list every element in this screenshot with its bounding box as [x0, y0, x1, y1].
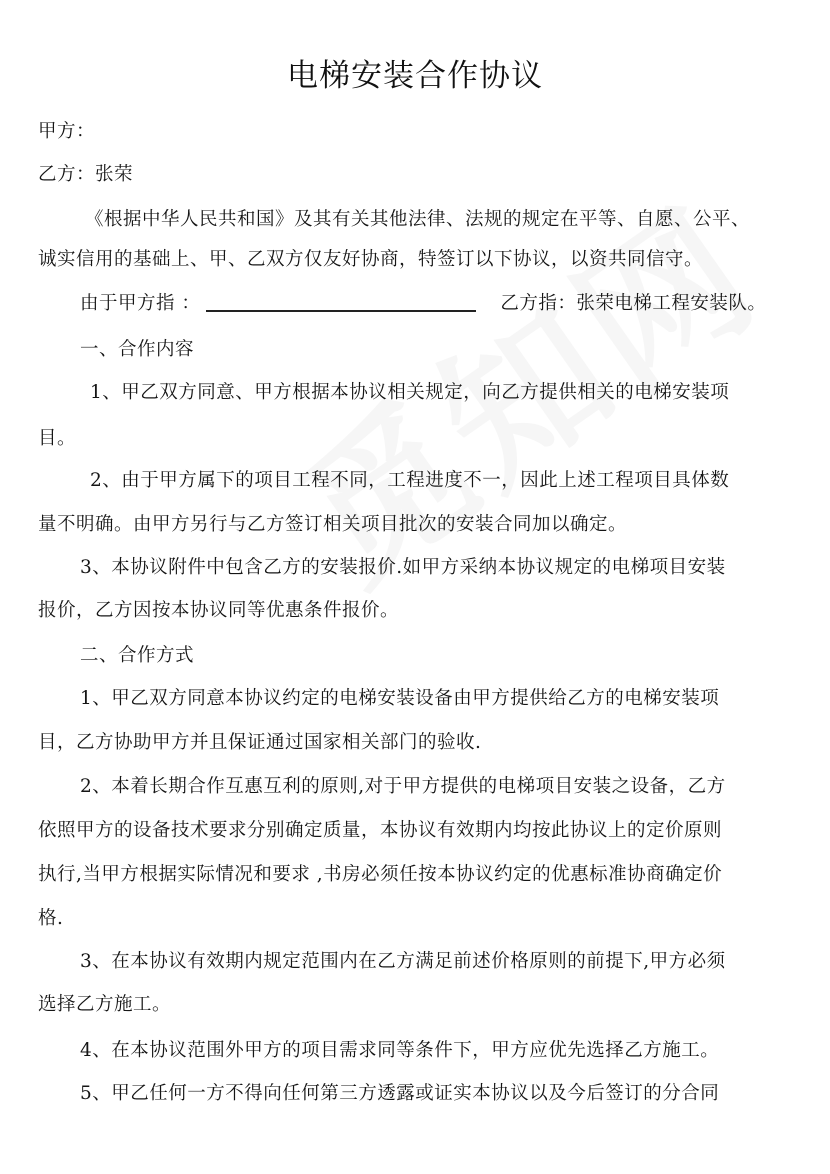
clause-line: 3、本协议附件中包含乙方的安装报价.如甲方采纳本协议规定的电梯项目安装 — [80, 557, 726, 578]
section-heading: 一、合作内容 — [80, 339, 195, 360]
clause-line: 5、甲乙任何一方不得向任何第三方透露或证实本协议以及今后签订的分合同 — [80, 1083, 720, 1104]
clause-line: 选择乙方施工。 — [38, 994, 172, 1015]
preamble-line: 《根据中华人民共和国》及其有关其他法律、法规的规定在平等、自愿、公平、 — [85, 209, 751, 230]
party-a-label: 甲方： — [38, 121, 96, 142]
clause-line: 目，乙方协助甲方并且保证通过国家相关部门的验收. — [38, 732, 482, 753]
document-title: 电梯安装合作协议 — [287, 58, 543, 94]
clause-line: 依照甲方的设备技术要求分别确定质量，本协议有效期内均按此协议上的定价原则 — [38, 820, 723, 841]
clause-line: 执行,当甲方根据实际情况和要求 ,书房必须任按本协议约定的优惠标准协商确定价 — [38, 864, 723, 885]
section-heading: 二、合作方式 — [80, 645, 195, 666]
clause-line: 目。 — [38, 428, 77, 449]
clause-line: 2、由于甲方属下的项目工程不同，工程进度不一，因此上述工程项目具体数 — [90, 470, 730, 491]
clause-line: 报价，乙方因按本协议同等优惠条件报价。 — [38, 600, 400, 621]
preamble-line: 诚实信用的基础上、甲、乙双方仅友好协商，特签订以下协议，以资共同信守。 — [38, 249, 704, 270]
clause-line: 2、本着长期合作互惠互利的原则,对于甲方提供的电梯项目安装之设备，乙方 — [80, 776, 726, 797]
party-b-designation: 乙方指：张荣电梯工程安装队。 — [500, 293, 767, 314]
clause-line: 格. — [38, 908, 64, 929]
clause-line: 1、甲乙双方同意本协议约定的电梯安装设备由甲方提供给乙方的电梯安装项 — [80, 688, 720, 709]
clause-line: 量不明确。由甲方另行与乙方签订相关项目批次的安装合同加以确定。 — [38, 514, 628, 535]
party-a-designation: 由于甲方指 ： — [80, 293, 201, 314]
clause-line: 4、在本协议范围外甲方的项目需求同等条件下，甲方应优先选择乙方施工。 — [80, 1040, 720, 1061]
party-b-label: 乙方：张荣 — [38, 164, 134, 185]
clause-line: 3、在本协议有效期内规定范围内在乙方满足前述价格原则的前提下,甲方必须 — [80, 951, 726, 972]
signature-blank-line — [206, 296, 476, 312]
clause-line: 1、甲乙双方同意、甲方根据本协议相关规定，向乙方提供相关的电梯安装项 — [90, 382, 730, 403]
party-designation-row — [80, 289, 766, 315]
